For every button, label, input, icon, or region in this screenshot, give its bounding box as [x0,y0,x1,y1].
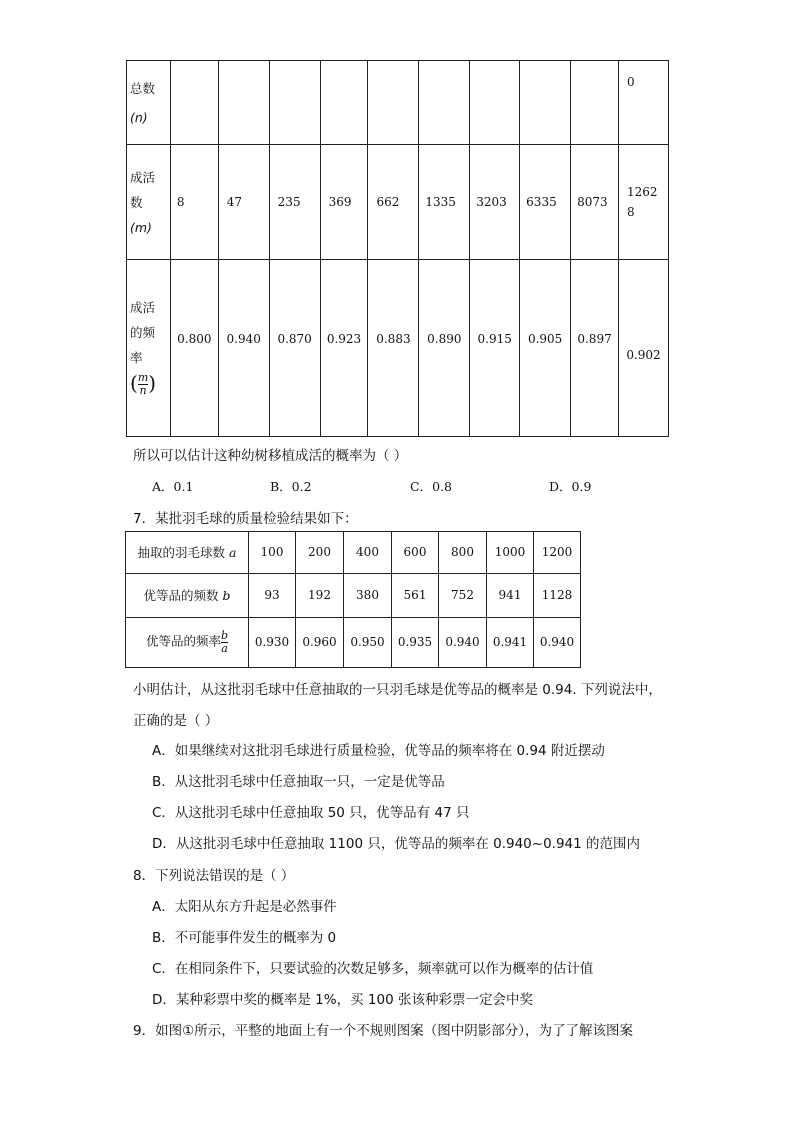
q7-row2-label [126,574,249,618]
cell: 0.915 [470,260,520,437]
frac-num: m [137,371,149,385]
q7-stem-line2: 正确的是（ ） [133,713,219,729]
row-survive-label-c: (m) [130,219,152,235]
cell: 1000 [487,532,534,574]
row-survive-last [619,145,669,260]
q7-row3-label-text: 优等品的频率 [145,634,221,649]
row-total-last: 0 [619,61,669,145]
cell: 662 [368,145,419,260]
q6-option-b: B．0.2 [270,479,312,494]
q7-row1-label [126,532,249,574]
q7-option-b: B．从这批羽毛球中任意抽取一只，一定是优等品 [152,774,445,790]
cell: 100 [249,532,296,574]
cell: 0.941 [487,618,534,668]
row-total-label-a: 总数 [130,80,156,96]
q7-stem-line1: 小明估计，从这批羽毛球中任意抽取的一只羽毛球是优等品的概率是 0.94. 下列说法中， [133,682,662,698]
cell [571,61,619,145]
cell: 0.940 [218,260,269,437]
cell: 0.870 [269,260,320,437]
q8-option-b: B．不可能事件发生的概率为 0 [152,930,337,946]
q6-option-a: A．0.1 [152,479,194,494]
cell: 0.890 [419,260,470,437]
row-survive-last-a: 1262 [627,184,658,199]
cell: 0.883 [368,260,419,437]
cell: 941 [487,574,534,618]
cell: 380 [344,574,392,618]
cell: 200 [296,532,344,574]
row-freq-label-a: 成活 [130,299,156,315]
cell [170,61,218,145]
cell: 369 [320,145,368,260]
q7-option-c: C．从这批羽毛球中任意抽取 50 只，优等品有 47 只 [152,805,470,821]
q8-option-c: C．在相同条件下，只要试验的次数足够多，频率就可以作为概率的估计值 [152,961,594,977]
q7-row1-label-text: 抽取的羽毛球数 [137,545,226,560]
row-freq-last: 0.902 [619,260,669,437]
cell [269,61,320,145]
cell [470,61,520,145]
cell: 1200 [534,532,581,574]
q7-row-good [126,574,581,618]
q7-title: 7．某批羽毛球的质量检验结果如下： [133,511,358,527]
q7-row-freq [126,618,581,668]
cell [520,61,571,145]
row-survive-label-b: 数 [130,194,143,210]
cell: 0.800 [170,260,218,437]
cell: 561 [392,574,439,618]
cell: 8073 [571,145,619,260]
q7-row2-var: b [222,588,231,603]
cell [368,61,419,145]
frac-den: n [139,383,147,397]
q6-option-c: C．0.8 [410,479,452,494]
row-survive-label-a: 成活 [130,169,156,185]
cell: 1335 [419,145,470,260]
cell: 0.897 [571,260,619,437]
cell [218,61,269,145]
cell: 1128 [534,574,581,618]
row-freq-frac: ( $\frac{m}{n}$ ) [130,370,157,397]
cell: 6335 [520,145,571,260]
cell: 0.905 [520,260,571,437]
q7-row1-var: a [229,545,237,560]
row-total-label [127,61,171,145]
q6-option-d: D．0.9 [549,479,592,494]
cell: 0.930 [249,618,296,668]
cell: 400 [344,532,392,574]
cell: 0.935 [392,618,439,668]
cell: 600 [392,532,439,574]
cell [419,61,470,145]
cell: 0.940 [534,618,581,668]
cell: 800 [439,532,487,574]
cell: 752 [439,574,487,618]
row-survive [127,145,669,260]
row-survive-label [127,145,171,260]
q7-option-a: A．如果继续对这批羽毛球进行质量检验，优等品的频率将在 0.94 附近摆动 [152,743,605,759]
cell: 93 [249,574,296,618]
q7-row3-label [126,618,249,668]
q8-option-a: A．太阳从东方升起是必然事件 [152,899,337,915]
cell: 3203 [470,145,520,260]
row-freq-label-b: 的频 [130,324,156,340]
row-survive-last-b: 8 [627,205,635,219]
cell: 47 [218,145,269,260]
q7-frac-den: a [221,642,228,655]
q7-row-count [126,532,581,574]
shuttlecock-table [125,531,581,668]
cell: 0.940 [439,618,487,668]
row-freq [127,260,669,437]
cell: 0.950 [344,618,392,668]
q8-option-d: D．某种彩票中奖的概率是 1%，买 100 张该种彩票一定会中奖 [152,992,533,1008]
row-total-label-b: (n) [130,109,148,125]
survival-table [126,60,669,437]
q8-title: 8．下列说法错误的是（ ） [133,868,295,884]
cell [320,61,368,145]
cell: 0.960 [296,618,344,668]
cell: 192 [296,574,344,618]
row-total [127,61,669,145]
q7-frac-num: b [220,629,229,643]
cell: 235 [269,145,320,260]
q7-row2-label-text: 优等品的频数 [143,588,219,603]
row-freq-label-c: 率 [130,349,143,365]
q6-stem: 所以可以估计这种幼树移植成活的概率为（ ） [133,448,408,464]
cell: 0.923 [320,260,368,437]
q7-option-d: D．从这批羽毛球中任意抽取 1100 只，优等品的频率在 0.940~0.941 的范围内 [152,836,641,852]
row-freq-label [127,260,171,437]
q9-stem: 9．如图①所示，平整的地面上有一个不规则图案（图中阴影部分），为了了解该图案 [133,1023,633,1039]
cell: 8 [170,145,218,260]
